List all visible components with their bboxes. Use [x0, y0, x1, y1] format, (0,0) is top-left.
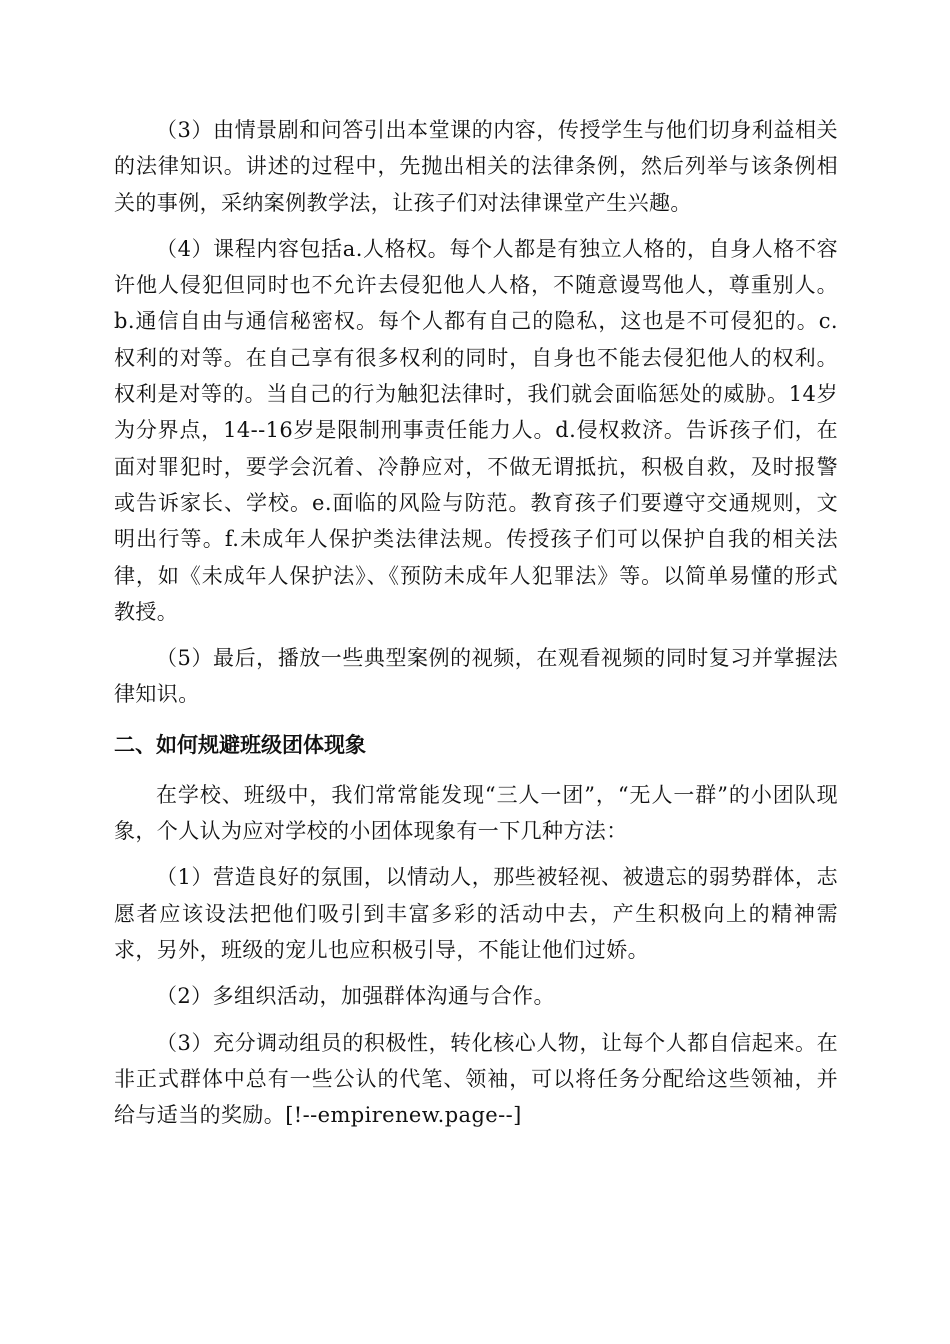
section-heading: 二、如何规避班级团体现象 [114, 732, 366, 757]
paragraph-step-5: （5）最后，播放一些典型案例的视频，在观看视频的同时复习并掌握法律知识。 [114, 646, 838, 707]
paragraph-step-4-course-content: （4）课程内容包括a.人格权。每个人都是有独立人格的，自身人格不容许他人侵犯但同时也不允许去侵犯他人人格，不随意谩骂他人，尊重别人。b.通信自由与通信秘密权。每个人都有自己的隐私，这也是不可侵犯的。c.权利的对等。在自己享有很多权利的同时，自身也不能去侵犯他人的权利。权利是对等的。当自己的行为触犯法律时，我们就会面临惩处的威胁。14岁为分界点，14--16岁是限制刑事责任能力人。d.侵权救济。告诉孩子们，在面对罪犯时，要学会沉着、冷静应对，不做无谓抵抗，积极自救，及时报警或告诉家长、学校。e.面临的风险与防范。教育孩子们要遵守交通规则，文明出行等。f.未成年人保护类法律法规。传授孩子们可以保护自我的相关法律，如《未成年人保护法》、《预防未成年人犯罪法》等。以简单易懂的形式教授。 [114, 236, 838, 624]
paragraph-intro: 在学校、班级中，我们常常能发现“三人一团”，“无人一群”的小团队现象，个人认为应对学校的小团体现象有一下几种方法： [114, 782, 838, 844]
document-page [114, 112, 838, 1133]
paragraph-method-1: （1）营造良好的氛围，以情动人，那些被轻视、被遗忘的弱势群体，志愿者应该设法把他们吸引到丰富多彩的活动中去，产生积极向上的精神需求，另外，班级的宠儿也应积极引导，不能让他们过娇。 [114, 865, 838, 962]
paragraph-method-3: （3）充分调动组员的积极性，转化核心人物，让每个人都自信起来。在非正式群体中总有一些公认的代笔、领袖，可以将任务分配给这些领袖，并给与适当的奖励。[!--empirenew.page--] [114, 1030, 838, 1128]
paragraph-method-2: （2）多组织活动，加强群体沟通与合作。 [156, 984, 555, 1009]
paragraph-step-3: （3）由情景剧和问答引出本堂课的内容，传授学生与他们切身利益相关的法律知识。讲述的过程中，先抛出相关的法律条例，然后列举与该条例相关的事例，采纳案例教学法，让孩子们对法律课堂产生兴趣。 [114, 118, 838, 215]
